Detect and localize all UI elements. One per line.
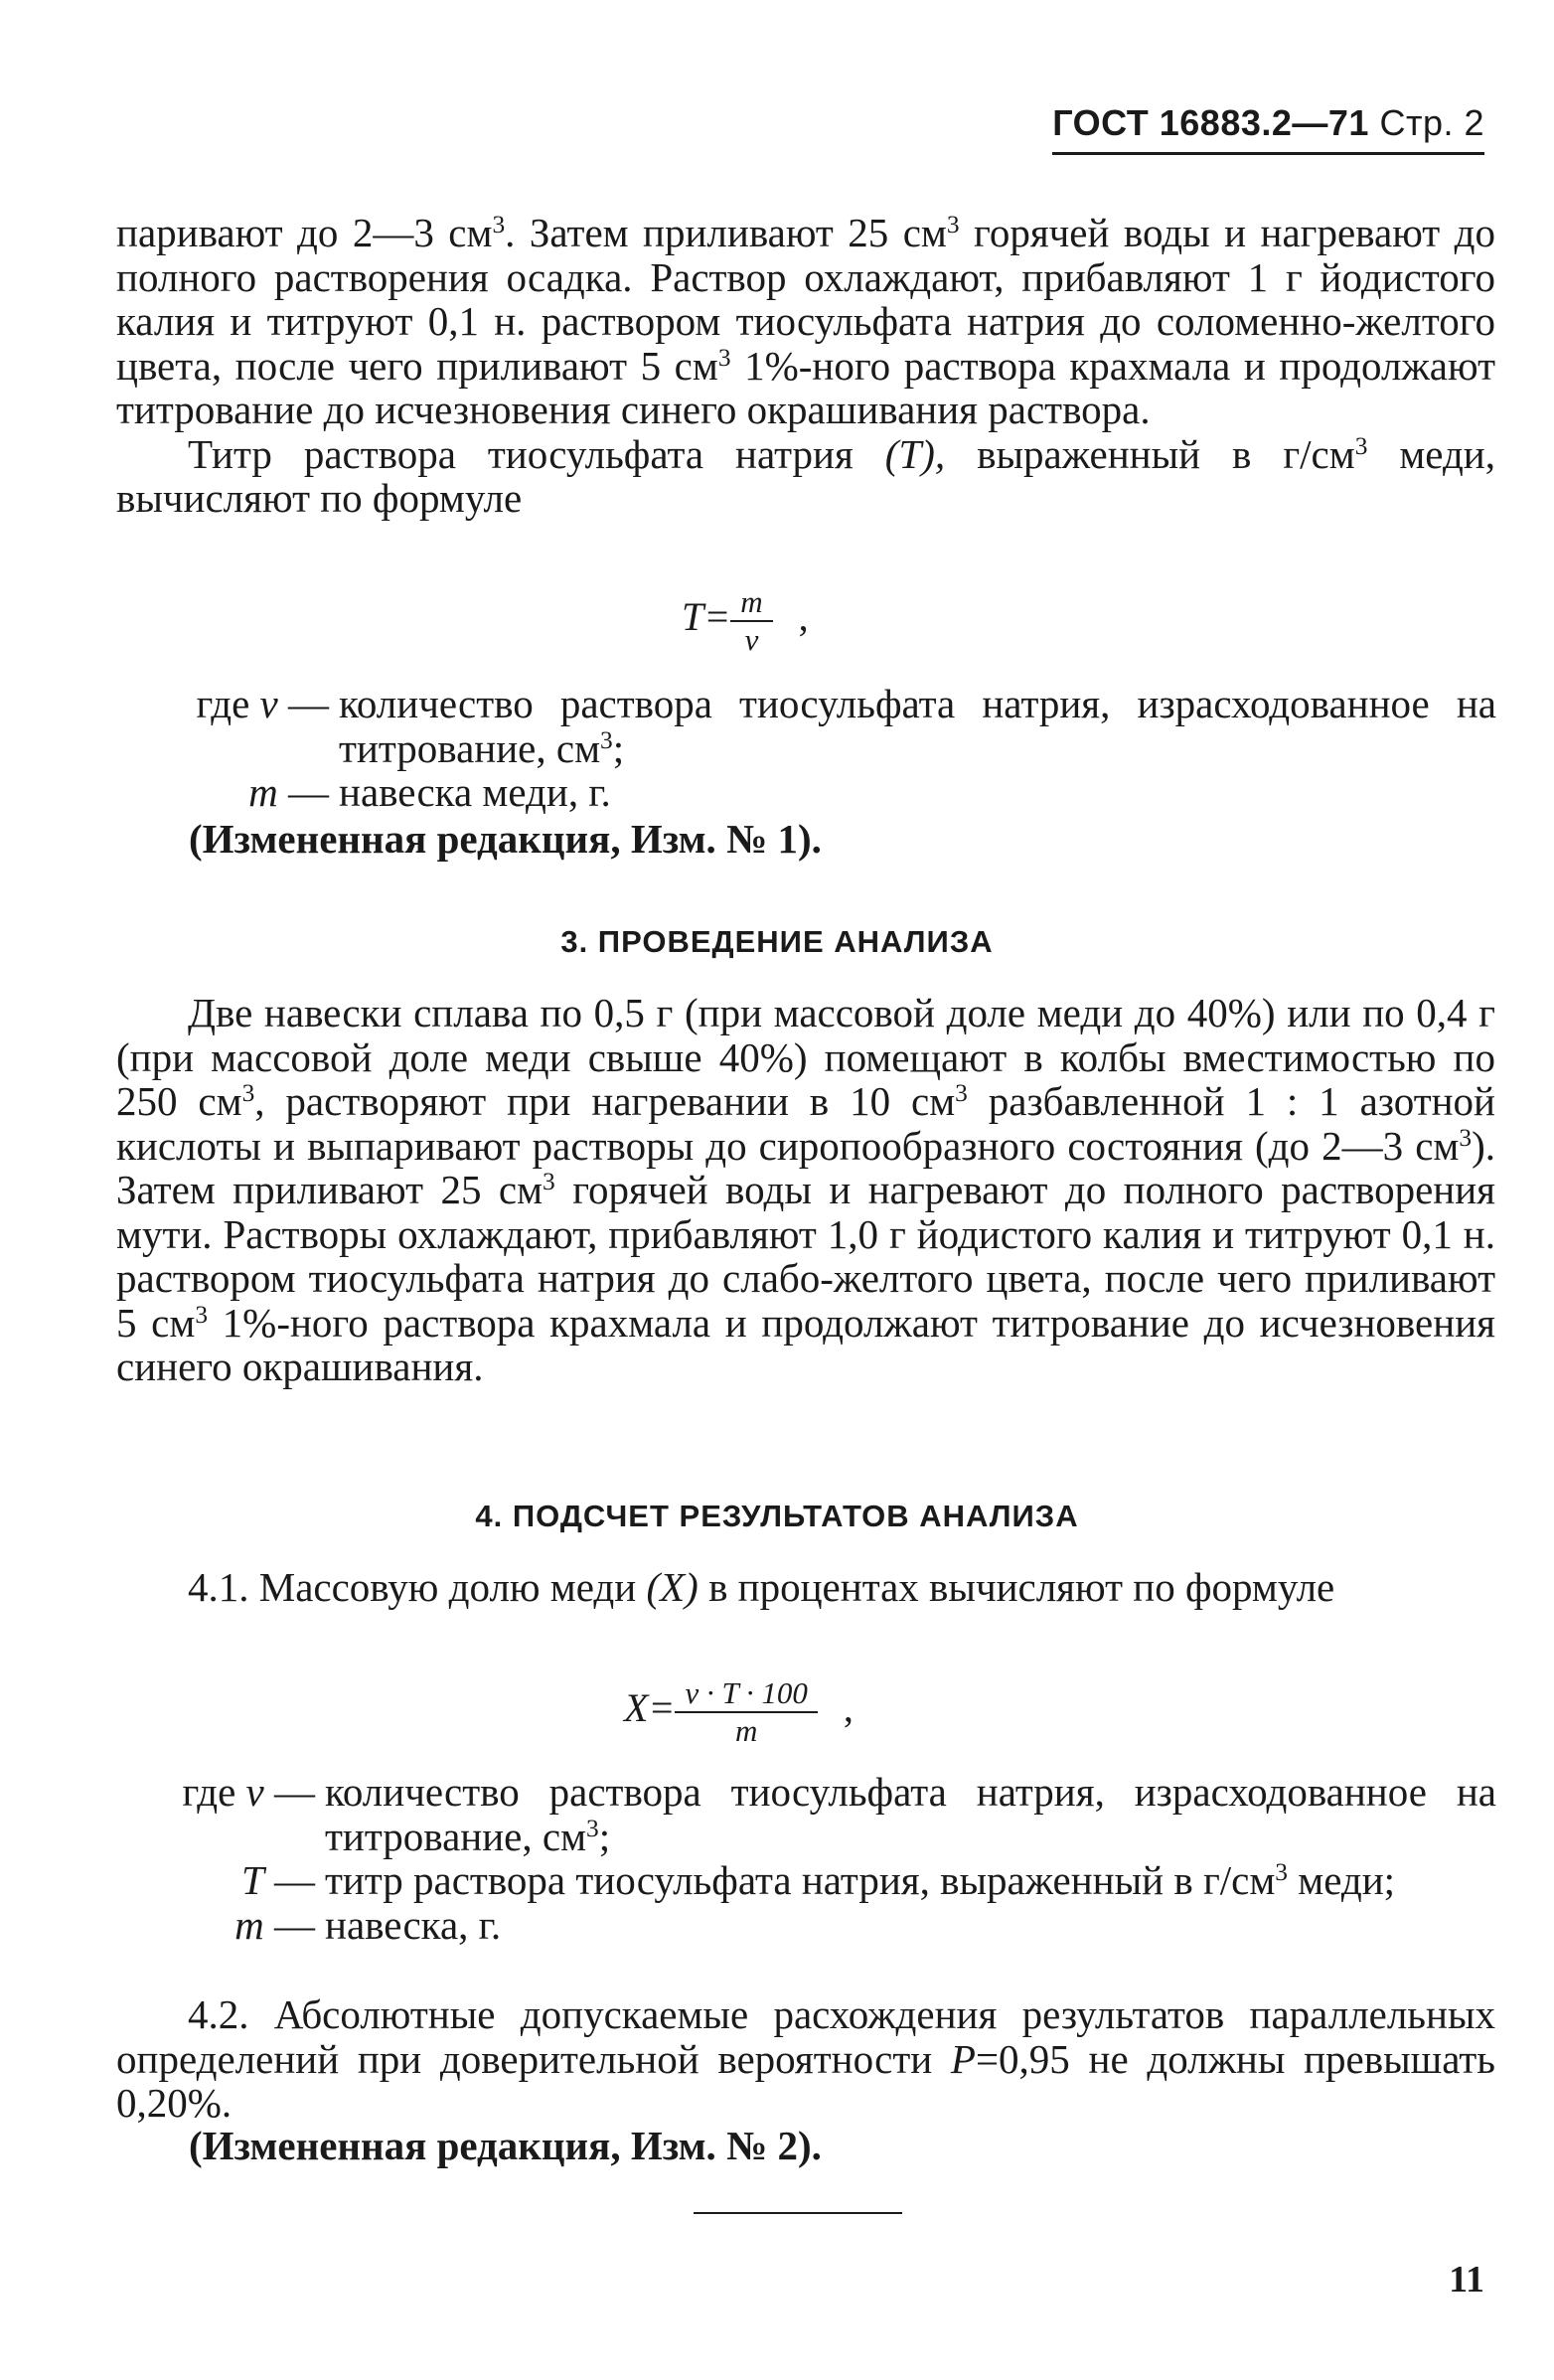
paragraph-4-2: 4.2. Абсолютные допускаемые расхождения результатов параллельных определений при доверительной вероятности P=0,95 не должны превышать 0,20%. [116,1991,1495,2126]
section-3-text [116,991,1495,1389]
formula-mass-fraction [624,1675,854,1749]
legend-symbol: где v — [196,681,329,726]
formula-denominator: m [734,1713,758,1748]
legend-row [175,682,1496,770]
superscript: 3 [492,211,506,239]
paragraph-4-1: 4.1. Массовую долю меди (X) в процентах вычисляют по формуле [188,1564,1335,1610]
formula-legend-2 [161,1770,1496,1947]
variable-symbol: m [248,769,278,815]
superscript: 3 [946,211,960,239]
variable-symbol: v [259,681,278,726]
formula-denominator: v [744,622,759,657]
variable-symbol: m [234,1901,264,1948]
page-header [1052,102,1484,155]
variable-symbol: T [240,1857,264,1903]
formula-fraction [730,584,772,658]
superscript: 3 [600,725,613,754]
legend-row [161,1903,1496,1948]
italic-symbol: (T), [884,430,946,477]
formula-lhs: T= [682,594,731,640]
superscript: 3 [1275,1858,1288,1887]
standard-code: ГОСТ 16883.2—71 [1052,102,1369,143]
formula-titer [682,584,809,658]
italic-symbol: P [950,2035,976,2082]
amendment-note-2: (Измененная редакция, Изм. № 2). [189,2123,822,2168]
page-number: 11 [1449,2259,1484,2301]
section-4-2-text [116,1992,1495,2126]
legend-description: количество раствора тиосульфата натрия, израсходованное на титрование, $см^3$; [339,681,1496,771]
formula-legend-1 [175,682,1496,815]
legend-symbol: где v — [182,1769,315,1815]
superscript: 3 [543,1168,555,1196]
superscript: 3 [195,1300,209,1329]
legend-description: навеска меди, г. [339,769,611,815]
superscript: 3 [955,1079,968,1108]
amendment-note-1: (Измененная редакция, Изм. № 1). [189,816,822,862]
legend-description: навеска, г. [325,1901,502,1948]
intro-paragraph-1: паривают до 2—3 $см^3$. Затем приливают 25 $см^3$ горячей воды и нагревают до полного растворения осадка. Раствор охлаждают, прибавляют 1 г йодистого калия и титруют 0,1 н. раствором тиосульфата натрия до соломенно-желтого цвета, после чего приливают 5 $см^3$ 1%-ного раствора крахмала и продолжают титрование до исчезновения синего окрашивания раствора. [116,210,1496,432]
page-label: Стр. 2 [1379,102,1484,143]
legend-symbol: T — [240,1857,315,1903]
legend-symbol: m — [234,1901,315,1948]
formula-fraction [675,1675,817,1749]
superscript: 3 [717,343,731,372]
footer-rule [694,2212,902,2214]
italic-symbol: (X) [646,1564,699,1610]
legend-description: титр раствора тиосульфата натрия, выраженный в $г/см^3$ меди; [325,1857,1396,1903]
section-3-paragraph: Две навески сплава по 0,5 г (при массовой доле меди до 40%) или по 0,4 г (при массовой доле меди свыше 40%) помещают в колбы вместимостью по 250 $см^3$, растворяют при нагревании в 10 $см^3$ разбавленной 1 : 1 азотной кислоты и выпаривают растворы до сиропообразного состояния (до 2—3 $см^3$). Затем приливают 25 $см^3$ горячей воды и нагревают до полного растворения мути. Растворы охлаждают, прибавляют 1,0 г йодистого калия и титруют 0,1 н. раствором тиосульфата натрия до слабо-желтого цвета, после чего приливают 5 $см^3$ 1%-ного раствора крахмала и продолжают титрование до исчезновения синего окрашивания. [116,990,1496,1389]
variable-symbol: v [245,1769,264,1815]
formula-comma: , [798,594,809,640]
legend-description: количество раствора тиосульфата натрия, израсходованное на титрование, $см^3$; [325,1769,1496,1859]
formula-comma: , [843,1685,854,1731]
section-heading-4: 4. ПОДСЧЕТ РЕЗУЛЬТАТОВ АНАЛИЗА [475,1499,1079,1533]
legend-row [161,1858,1496,1903]
intro-text [116,211,1495,521]
superscript: 3 [1459,1123,1473,1152]
legend-row [161,1770,1496,1858]
superscript: 3 [1354,431,1368,460]
intro-paragraph-2: Титр раствора тиосульфата натрия (T), выраженный в $г/см^3$ меди, вычисляют по формуле [116,430,1495,521]
superscript: 3 [241,1079,255,1108]
section-heading-3: 3. ПРОВЕДЕНИЕ АНАЛИЗА [560,924,994,959]
formula-numerator: m [730,584,772,622]
formula-numerator: v · T · 100 [675,1675,817,1713]
section-4-1-text [116,1565,1495,1610]
legend-symbol: m — [248,769,329,815]
formula-lhs: X= [624,1685,676,1731]
legend-row [175,770,1496,815]
superscript: 3 [586,1814,599,1842]
